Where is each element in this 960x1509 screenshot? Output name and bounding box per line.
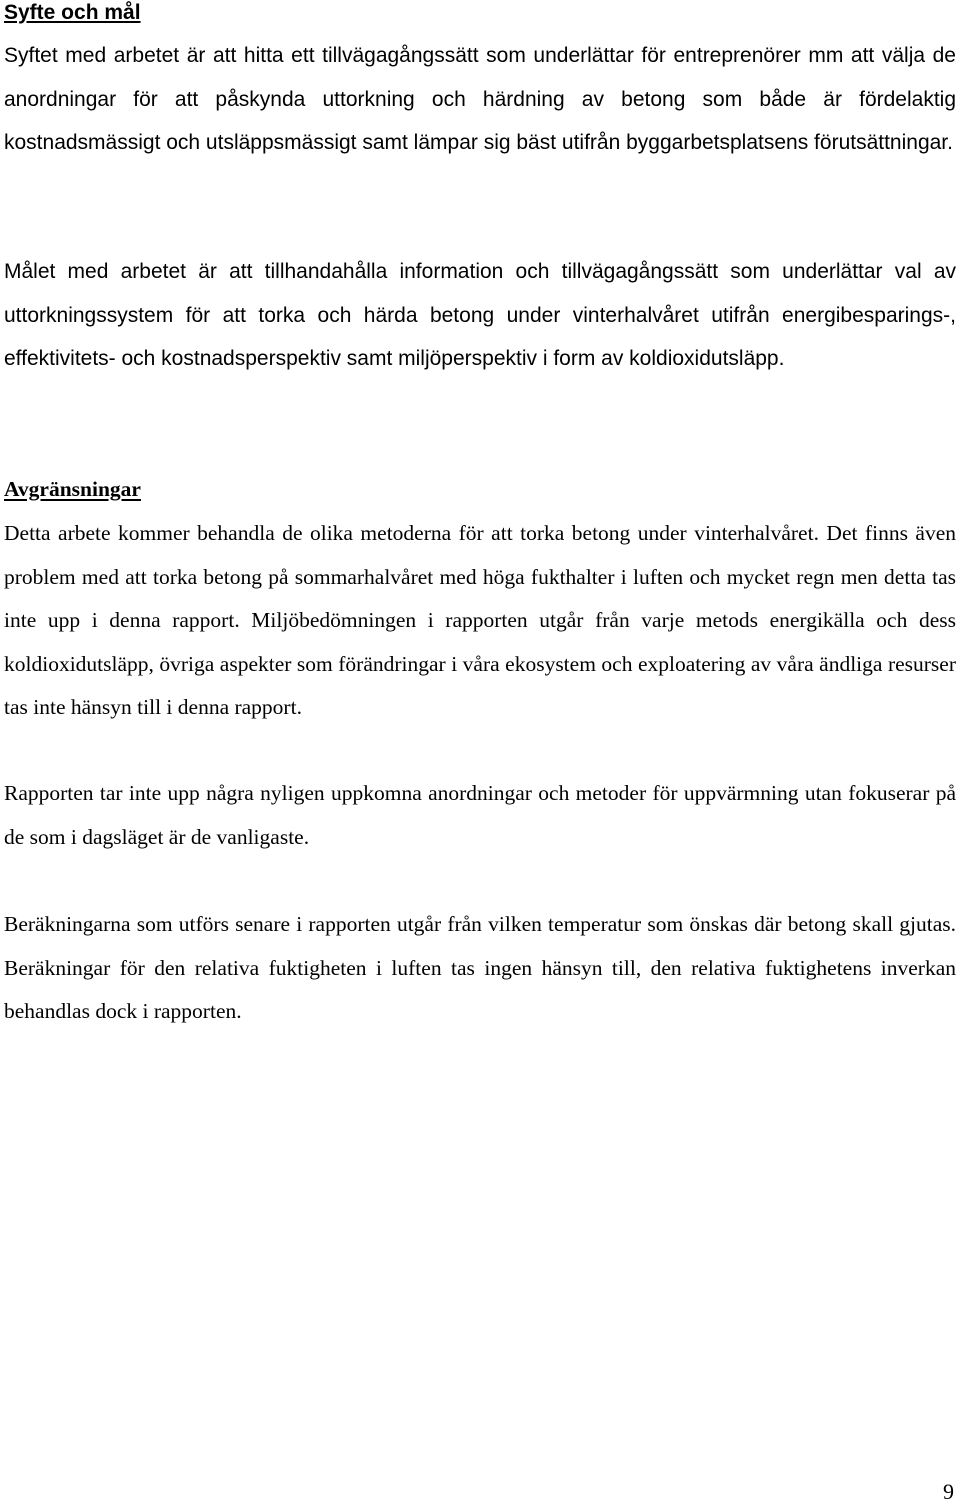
section-heading-syfte-och-mal: Syfte och mål bbox=[4, 1, 141, 24]
page-number: 9 bbox=[943, 1479, 954, 1504]
paragraph-syfte: Syftet med arbetet är att hitta ett tillvägagångssätt som underlättar för entreprenörer mm att välja de anordningar för att påskynda uttorkning och härdning av betong som både är fördelaktig kostnadsmässigt och utsläppsmässigt samt lämpar sig bäst utifrån byggarbetsplatsens förutsättningar. bbox=[4, 44, 956, 154]
paragraph-malet: Målet med arbetet är att tillhandahålla information och tillvägagångssätt som underlättar val av uttorkningssystem för att torka och härda betong under vinterhalvåret utifrån energibesparings-, effektivitets- och kostnadsperspektiv samt miljöperspektiv i form av koldioxidutsläpp. bbox=[4, 260, 956, 370]
section-heading-avgransningar: Avgränsningar bbox=[4, 477, 141, 501]
paragraph-berakningarna: Beräkningarna som utförs senare i rapporten utgår från vilken temperatur som önskas där betong skall gjutas. Beräkningar för den relativa fuktigheten i luften tas ingen hänsyn till, den relativa fuktighetens inverkan behandlas dock i rapporten. bbox=[4, 912, 956, 1023]
paragraph-avgransningar: Detta arbete kommer behandla de olika metoderna för att torka betong under vinterhalvåret. Det finns även problem med att torka betong på sommarhalvåret med höga fukthalter i luften och mycket regn men detta tas inte upp i denna rapport. Miljöbedömningen i rapporten utgår från varje metods energikälla och dess koldioxidutsläpp, övriga aspekter som förändringar i våra ekosystem och exploatering av våra ändliga resurser tas inte hänsyn till i denna rapport. bbox=[4, 521, 956, 719]
paragraph-rapporten: Rapporten tar inte upp några nyligen uppkomna anordningar och metoder för uppvärmning utan fokuserar på de som i dagsläget är de vanligaste. bbox=[4, 781, 956, 849]
